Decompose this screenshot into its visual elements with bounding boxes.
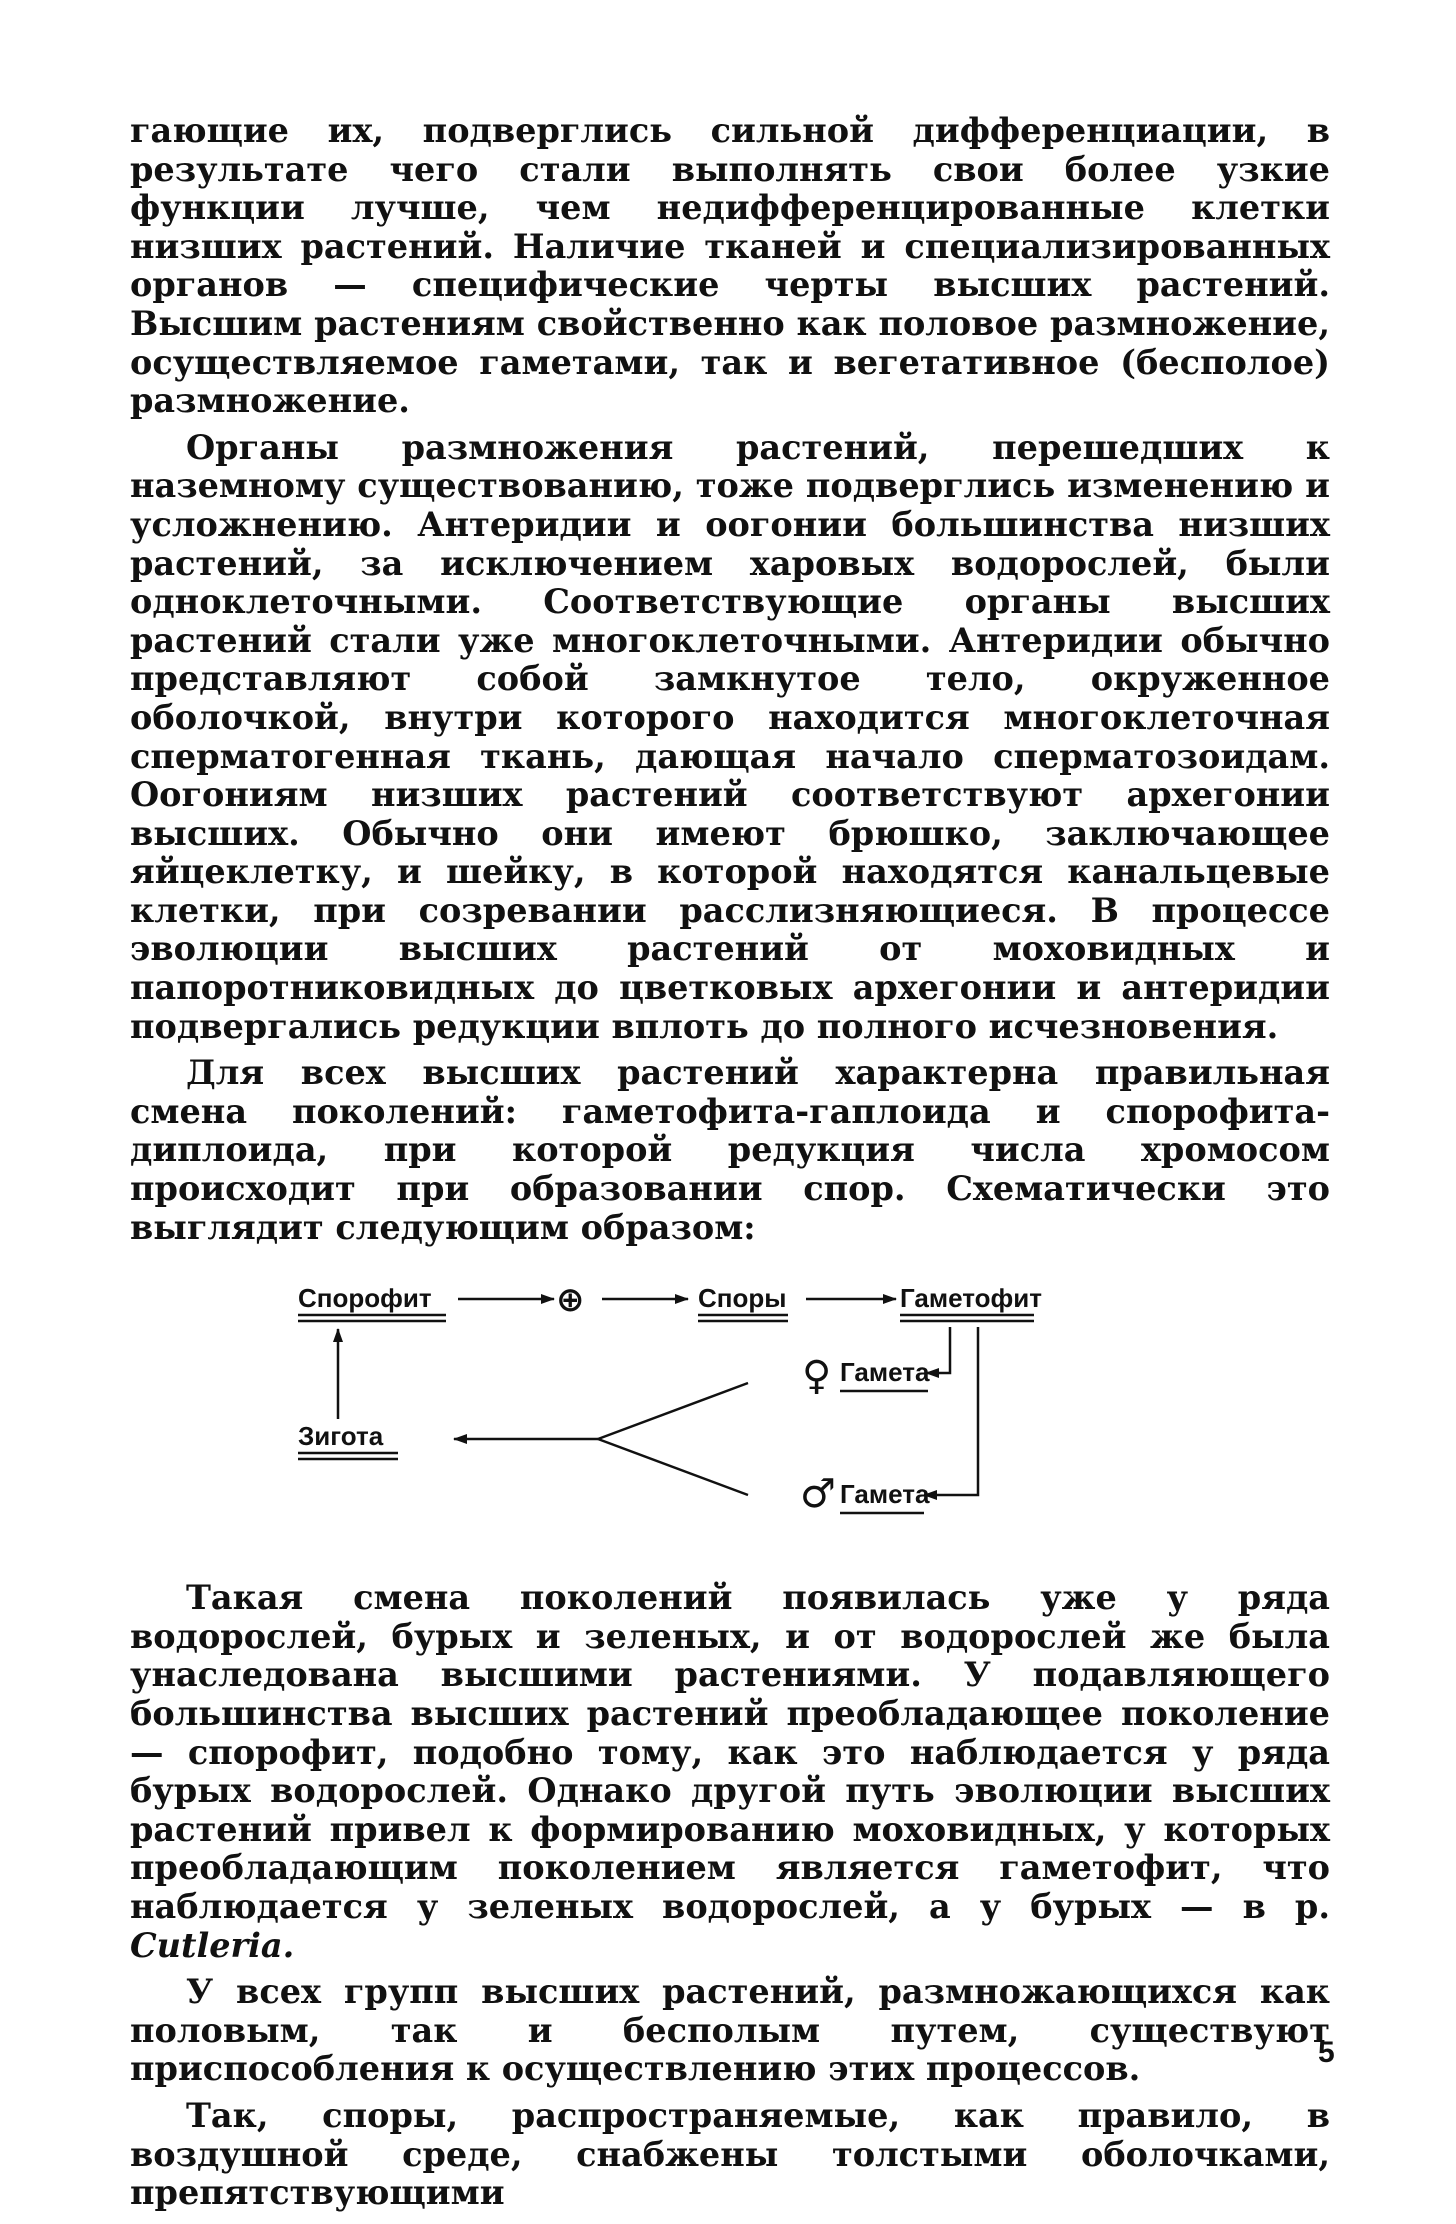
female-converge-line [598, 1383, 748, 1439]
meiosis-symbol: ⊕ [556, 1280, 585, 1321]
gametophyte-label: Гаметофит [900, 1283, 1042, 1314]
paragraph-5: У всех групп высших растений, размножающихся как половым, так и бесполым путем, существуют приспособления к осуществлению этих процессов. [130, 1972, 1330, 2089]
paragraph-6: Так, споры, распространяемые, как правило, в воздушной среде, снабжены толстыми оболочками, препятствующими [130, 2095, 1330, 2213]
paragraph-4 [130, 1579, 1330, 1965]
generation-alternation-diagram [130, 1269, 1330, 1539]
paragraph-2: Органы размножения растений, перешедших к наземному существованию, тоже подверглись изменению и усложнению. Антеридии и оогонии большинства низших растений, за исключением харовых водорослей, были одноклеточными. Соответствующие органы высших растений стали уже многоклеточными. Антеридии обычно представляют собой замкнутое тело, окруженное оболочкой, внутри которого находится многоклеточная сперматогенная ткань, дающая начало сперматозоидам. Оогониям низших растений соответствуют архегонии высших. Обычно они имеют брюшко, заключающее яйцеклетку, и шейку, в которой находятся канальцевые клетки, при созревании расслизняющиеся. В процессе эволюции высших растений от моховидных и папоротниковидных до цветковых архегонии и антеридии подвергались редукции вплоть до полного исчезновения. [130, 427, 1330, 1046]
female-gamete-label: Гамета [840, 1357, 930, 1388]
male-converge-line [598, 1439, 748, 1495]
female-symbol: ♀ [802, 1353, 832, 1400]
zygote-label: Зигота [298, 1421, 384, 1452]
page-number: 5 [1318, 2036, 1335, 2069]
male-symbol: ♂ [800, 1471, 836, 1518]
page-body [130, 112, 1330, 2213]
paragraph-1: гающие их, подверглись сильной дифференциации, в результате чего стали выполнять свои более узкие функции лучше, чем недифференцированные клетки низших растений. Наличие тканей и специализированных органов — специфические черты высших растений. Высшим растениям свойственно как половое размножение, осуществляемое гаметами, так и вегетативное (бесполое) размножение. [130, 111, 1330, 421]
spores-label: Споры [698, 1283, 787, 1314]
arrow-gametophyte-to-female-gamete [926, 1327, 950, 1373]
paragraph-3: Для всех высших растений характерна правильная смена поколений: гаметофита-гаплоида и спорофита-диплоида, при которой редукция числа хромосом происходит при образовании спор. Схематически это выглядит следующим образом: [130, 1053, 1330, 1247]
sporophyte-label: Спорофит [298, 1283, 432, 1314]
genus-name: Cutleria. [130, 1925, 295, 1965]
male-gamete-label: Гамета [840, 1479, 930, 1510]
paragraph-4-text: Такая смена поколений появилась уже у ряда водорослей, бурых и зеленых, и от водорослей же была унаследована высшими растениями. У подавляющего большинства высших растений преобладающее поколение — спорофит, подобно тому, как это наблюдается у ряда бурых водорослей. Однако другой путь эволюции высших растений привел к формированию моховидных, у которых преобладающим поколением является гаметофит, что наблюдается у зеленых водорослей, а у бурых — в р. [130, 1578, 1330, 1926]
